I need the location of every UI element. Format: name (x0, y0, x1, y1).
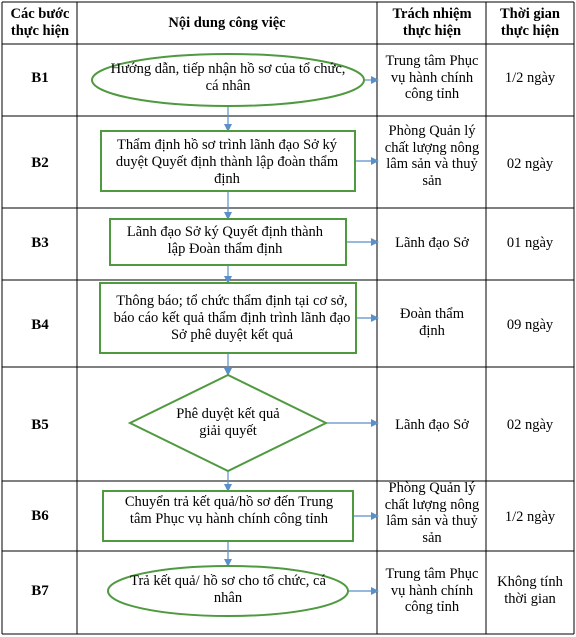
responsibility-cell: Trung tâm Phục vụ hành chính công tỉnh (385, 566, 479, 615)
header-time-label: Thời gian thực hiện (499, 6, 560, 39)
responsibility-cell: Lãnh đạo Sở (395, 417, 469, 433)
step-label: B4 (31, 317, 49, 333)
header-content-label: Nội dung công việc (168, 14, 286, 31)
step-label: B7 (31, 583, 49, 599)
time-cell: 02 ngày (506, 417, 554, 433)
time-cell: Không tính thời gian (497, 574, 563, 607)
step-content: Lãnh đạo Sở ký Quyết định thành lập Đoàn thẩm định (126, 224, 324, 257)
header-steps (3, 3, 77, 43)
step-content: Thẩm định hồ sơ trình lãnh đạo Sở ký duyệt Quyết định thành lập đoàn thẩm định (115, 137, 339, 187)
time-cell: 1/2 ngày (504, 70, 556, 86)
time-cell: 02 ngày (506, 156, 554, 172)
header-content (78, 3, 376, 43)
time-cell: 1/2 ngày (504, 509, 556, 525)
responsibility-cell: Trung tâm Phục vụ hành chính công tỉnh (385, 53, 479, 102)
header-responsibility (378, 3, 486, 43)
step-content: Phê duyệt kết quả giải quyết (176, 406, 280, 439)
step-label: B3 (31, 235, 49, 251)
step-content: Thông báo; tổ chức thẩm định tại cơ sở, báo cáo kết quả thẩm định trình lãnh đạo Sở phê duyệt kết quả (113, 293, 351, 343)
responsibility-cell: Đoàn thẩm định (399, 306, 465, 339)
responsibility-cell: Phòng Quản lý chất lượng nông lâm sản và thuỷ sản (384, 480, 480, 546)
time-cell: 09 ngày (506, 317, 554, 333)
step-content: Trả kết quả/ hồ sơ cho tổ chức, cá nhân (130, 573, 326, 606)
step-label: B1 (31, 70, 49, 86)
header-responsibility-label: Trách nhiệm thực hiện (392, 6, 472, 39)
step-label: B2 (31, 155, 49, 171)
time-cell: 01 ngày (506, 235, 554, 251)
step-label: B5 (31, 417, 49, 433)
step-label: B6 (31, 508, 49, 524)
responsibility-cell: Phòng Quản lý chất lượng nông lâm sản và thuỷ sản (384, 123, 480, 189)
responsibility-cell: Lãnh đạo Sở (395, 235, 469, 251)
header-time (487, 3, 573, 43)
header-steps-label: Các bước thực hiện (10, 6, 70, 39)
step-content: Chuyển trả kết quả/hồ sơ đến Trung tâm Phục vụ hành chính công tỉnh (124, 494, 334, 527)
step-content: Hướng dẫn, tiếp nhận hồ sơ của tổ chức, cá nhân (110, 61, 346, 94)
